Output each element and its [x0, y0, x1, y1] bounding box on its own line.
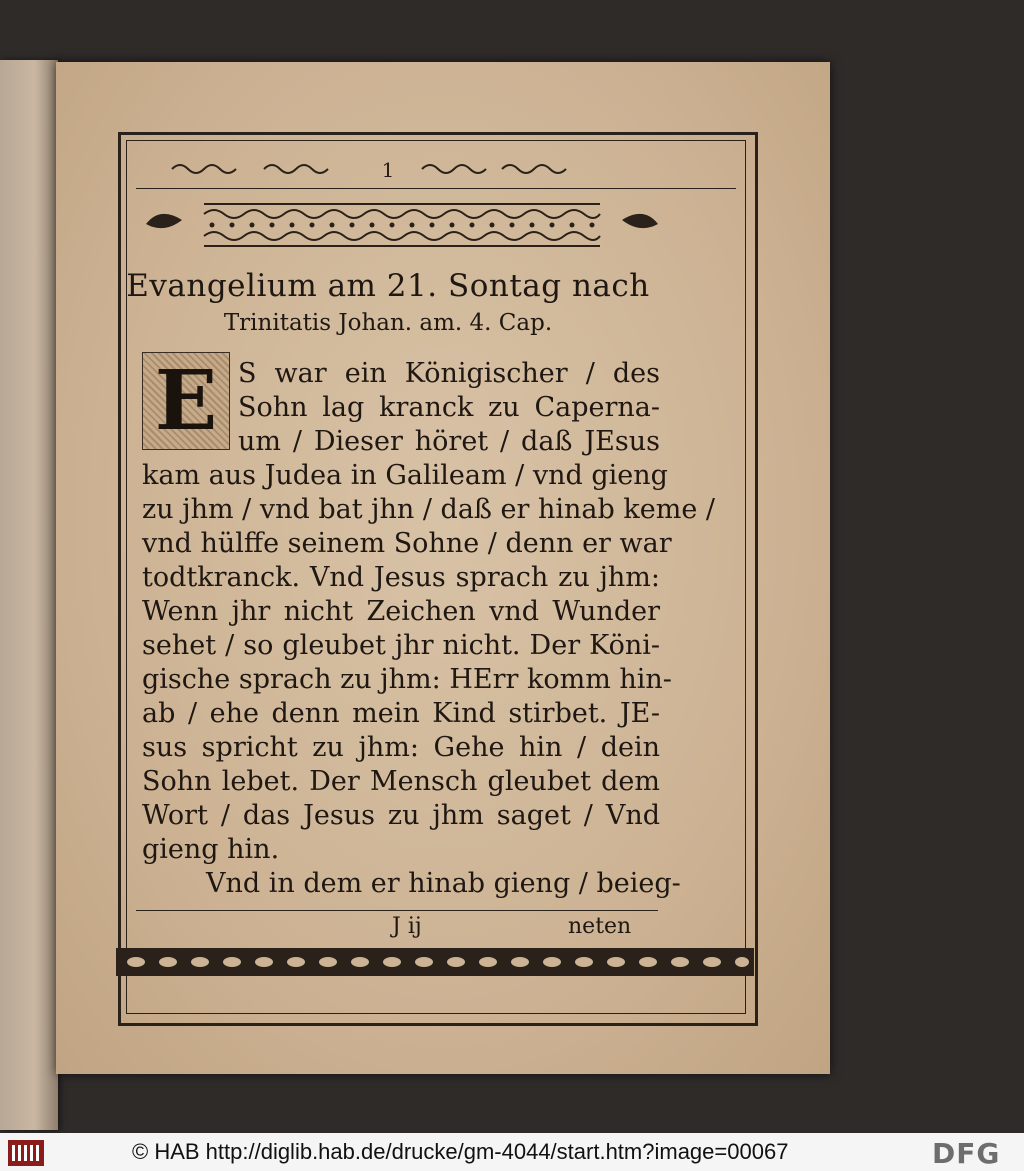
header-rule [136, 188, 736, 189]
header-ornament-icon [498, 160, 570, 178]
initial-letter: E [154, 353, 218, 449]
title-ornament-band-icon [142, 192, 662, 256]
text-line: S war ein Königischer / des [238, 358, 660, 389]
left-page-edge [0, 60, 58, 1130]
text-line: Wenn jhr nicht Zeichen vnd Wunder [142, 596, 660, 627]
text-line: ab / ehe denn mein Kind stirbet. JE- [142, 698, 660, 729]
text-line: vnd hülffe seinem Sohne / denn er war [142, 528, 672, 559]
catchword: neten [568, 914, 632, 939]
header-ornament-icon [418, 160, 490, 178]
bottom-rule [136, 910, 658, 911]
header-ornament-icon [168, 160, 240, 178]
text-line: sus spricht zu jhm: Gehe hin / dein [142, 732, 660, 763]
page-subtitle: Trinitatis Johan. am. 4. Cap. [223, 310, 553, 336]
footer-bar [0, 1133, 1024, 1171]
text-line: gieng hin. [142, 834, 280, 865]
dfg-logo: DFG [932, 1137, 1001, 1170]
text-line: Vnd in dem er hinab gieng / beieg- [206, 868, 681, 899]
text-line: zu jhm / vnd bat jhn / daß er hinab keme / [142, 494, 715, 525]
text-line: Sohn lebet. Der Mensch gleubet dem [142, 766, 660, 797]
text-line: todtkranck. Vnd Jesus sprach zu jhm: [142, 562, 660, 593]
text-line: um / Dieser höret / daß JEsus [238, 426, 660, 457]
bottom-ornament-band-icon [116, 948, 754, 976]
book-page [56, 62, 830, 1074]
copyright-link[interactable]: © HAB http://diglib.hab.de/drucke/gm-4044/start.htm?image=00067 [132, 1139, 789, 1164]
text-line: gische sprach zu jhm: HErr komm hin- [142, 664, 672, 695]
signature-mark: J ij [392, 914, 422, 939]
page-title: Evangelium am 21. Sontag nach [126, 268, 650, 304]
decorated-initial [142, 352, 230, 450]
header-ornament-icon [260, 160, 332, 178]
hab-logo-icon [8, 1140, 44, 1166]
text-line: Sohn lag kranck zu Caperna- [238, 392, 660, 423]
text-line: sehet / so gleubet jhr nicht. Der Köni- [142, 630, 660, 661]
text-line: Wort / das Jesus zu jhm saget / Vnd [142, 800, 660, 831]
text-line: kam aus Judea in Galileam / vnd gieng [142, 460, 668, 491]
page-number: 1 [381, 158, 395, 182]
